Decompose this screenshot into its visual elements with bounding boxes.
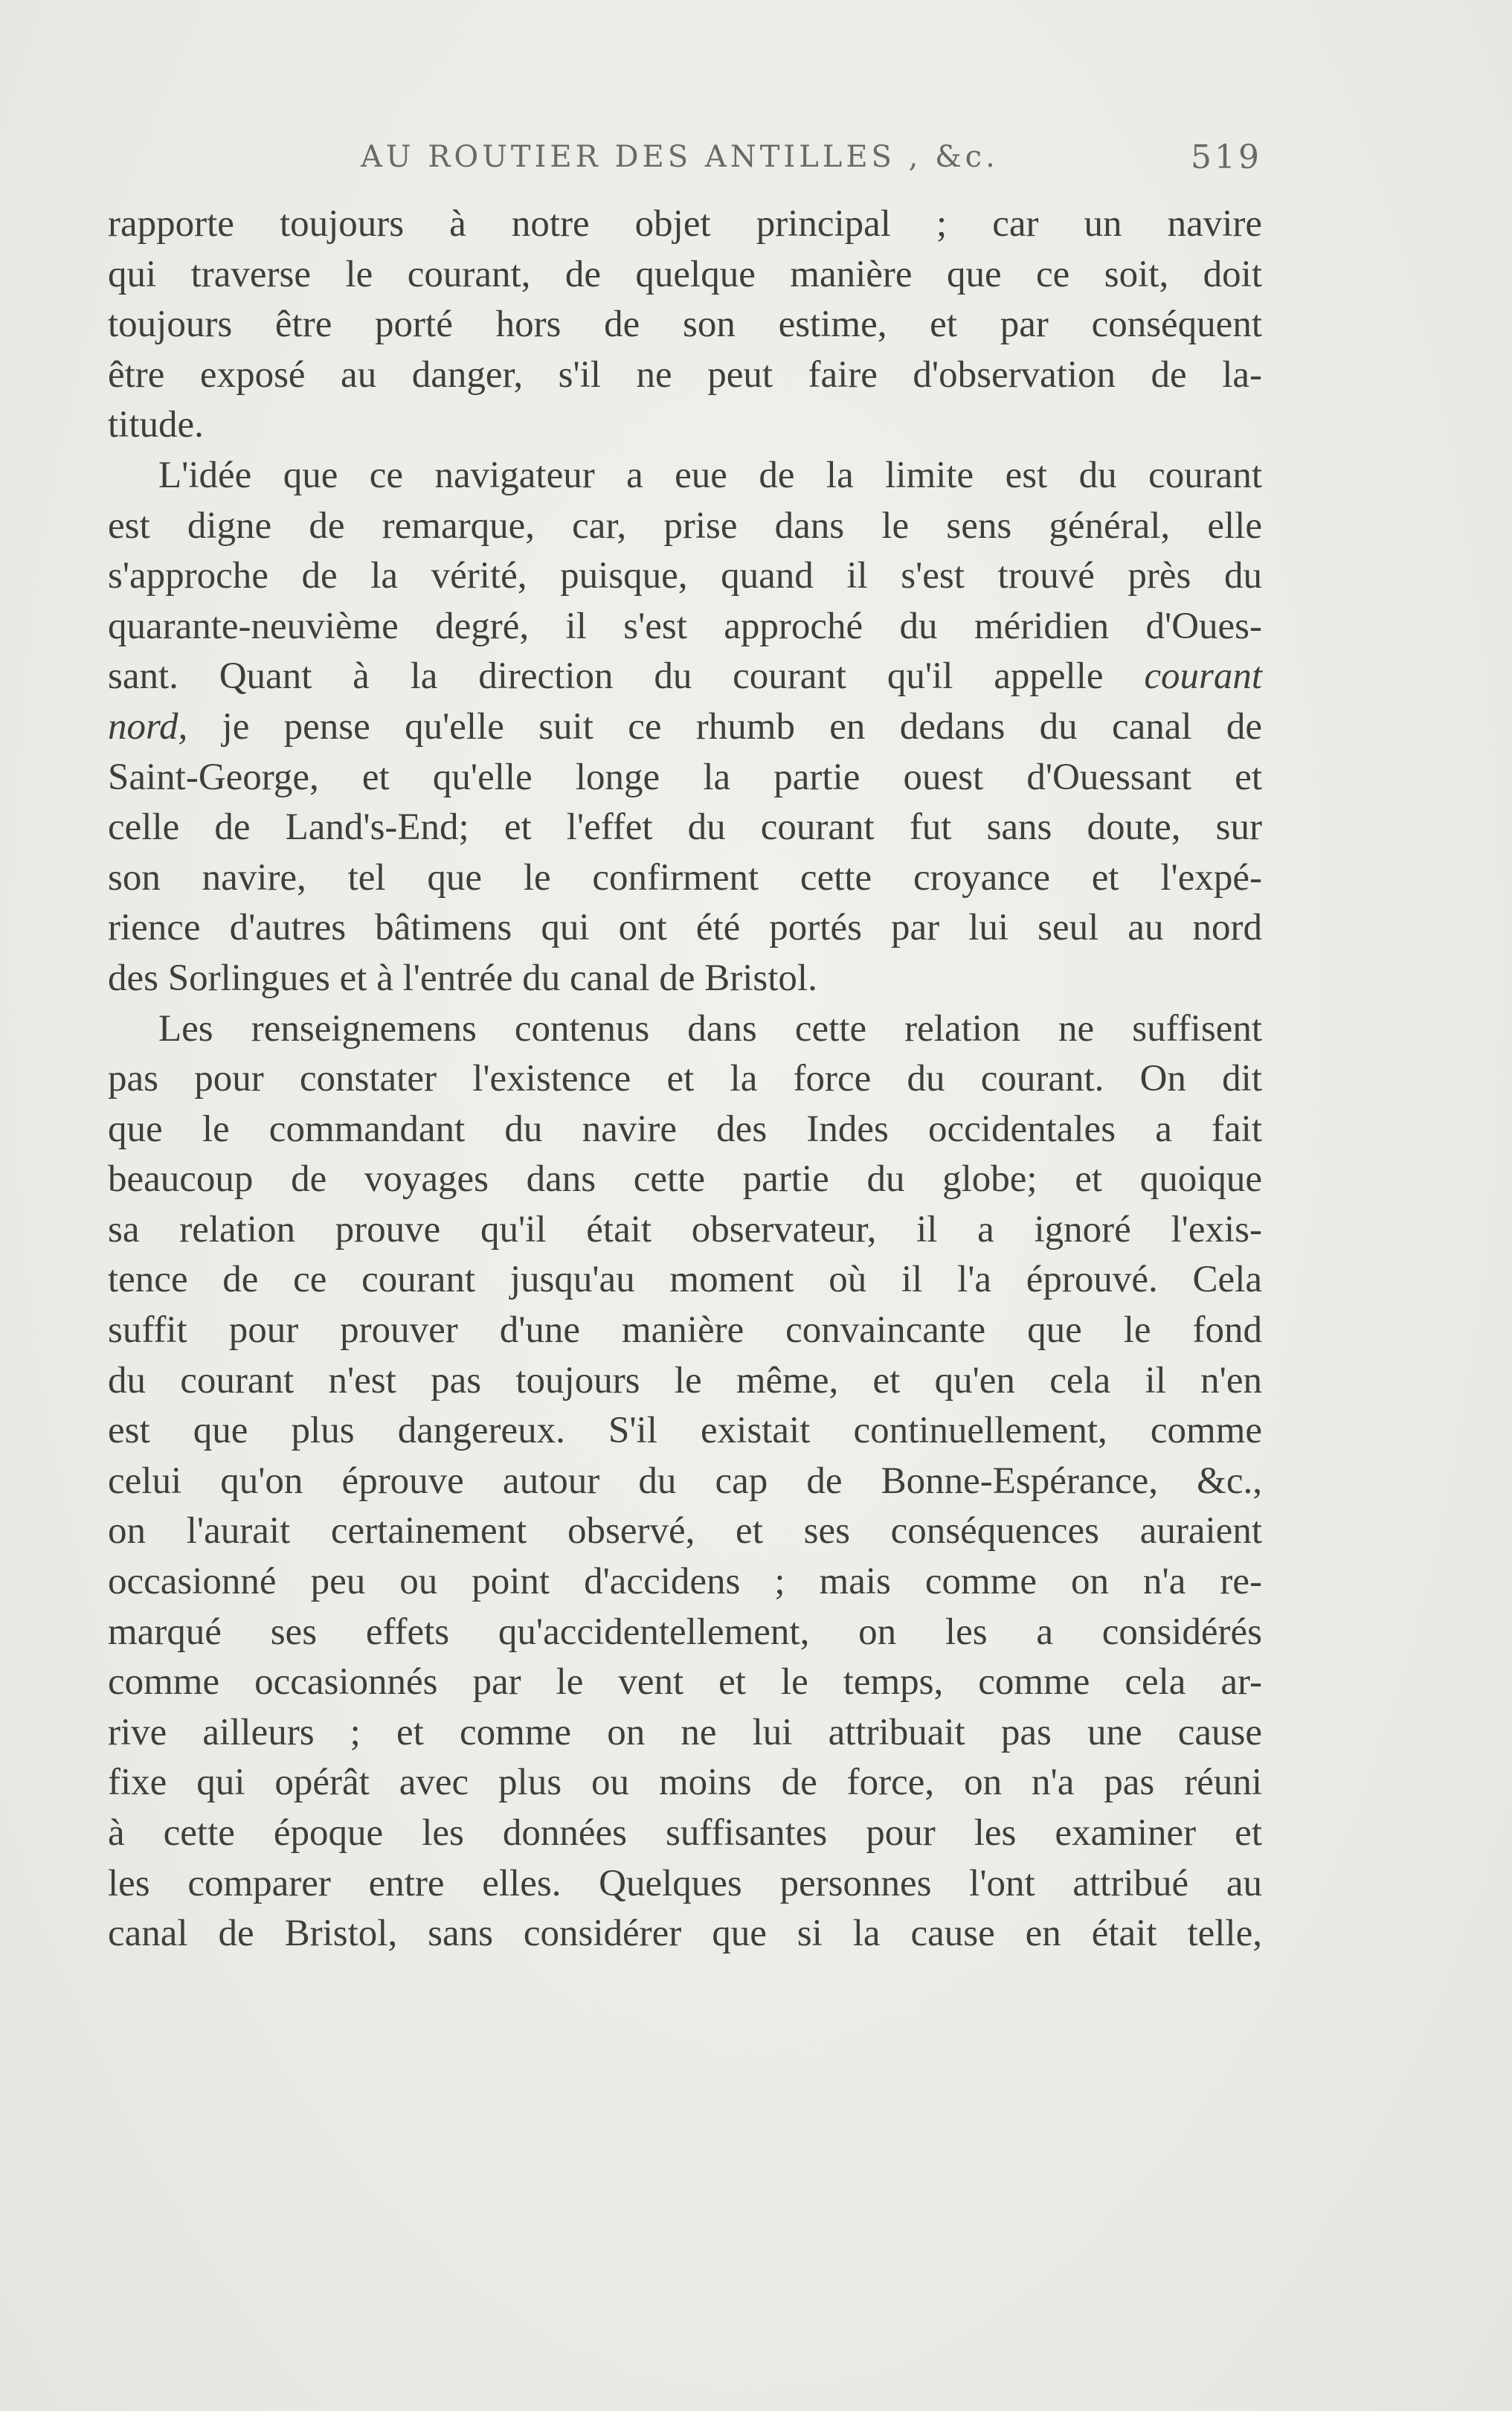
text-line: rapporte toujours à notre objet principal ; car un navire <box>108 203 1262 245</box>
text-line: être exposé au danger, s'il ne peut faire d'observation de la- <box>108 353 1262 396</box>
text-line: que le commandant du navire des Indes occidentales a fait <box>108 1108 1262 1150</box>
running-title: AU ROUTIER DES ANTILLES , &c. <box>361 140 999 174</box>
text-line: sa relation prouve qu'il était observateur, il a ignoré l'exis- <box>108 1208 1262 1251</box>
paragraph-2 <box>108 451 1262 1004</box>
text-run: sant. Quant à la direction du courant qu'il appelle <box>108 655 1145 698</box>
italic-term: nord, <box>108 705 188 748</box>
text-run: je pense qu'elle suit ce rhumb en dedans du canal de <box>187 705 1262 748</box>
body-text <box>108 199 1262 1959</box>
text-line: les comparer entre elles. Quelques personnes l'ont attribué au <box>108 1862 1262 1904</box>
text-line: occasionné peu ou point d'accidens ; mais comme on n'a re- <box>108 1561 1262 1603</box>
text-line: L'idée que ce navigateur a eue de la limite est du courant <box>158 454 1262 496</box>
text-line: celle de Land's-End; et l'effet du courant fut sans doute, sur <box>108 806 1262 849</box>
text-line <box>108 702 1262 753</box>
text-line: quarante-neuvième degré, il s'est approché du méridien d'Oues- <box>108 605 1262 647</box>
text-line: qui traverse le courant, de quelque manière que ce soit, doit <box>108 253 1262 295</box>
text-line: suffit pour prouver d'une manière convaincante que le fond <box>108 1309 1262 1352</box>
text-line: s'approche de la vérité, puisque, quand il s'est trouvé près du <box>108 555 1262 597</box>
text-line: celui qu'on éprouve autour du cap de Bonne-Espérance, &c., <box>108 1460 1262 1502</box>
text-line: à cette époque les données suffisantes pour les examiner et <box>108 1812 1262 1854</box>
text-line: des Sorlingues et à l'entrée du canal de Bristol. <box>108 957 817 999</box>
text-line: beaucoup de voyages dans cette partie du globe; et quoique <box>108 1158 1262 1201</box>
text-line: marqué ses effets qu'accidentellement, on les a considérés <box>108 1611 1262 1653</box>
text-line: est digne de remarque, car, prise dans le sens général, elle <box>108 504 1262 547</box>
text-line: rive ailleurs ; et comme on ne lui attribuait pas une cause <box>108 1711 1262 1753</box>
text-line: du courant n'est pas toujours le même, et qu'en cela il n'en <box>108 1359 1262 1402</box>
text-line: est que plus dangereux. S'il existait continuellement, comme <box>108 1410 1262 1452</box>
text-line: rience d'autres bâtimens qui ont été portés par lui seul au nord <box>108 907 1262 949</box>
text-line: son navire, tel que le confirment cette croyance et l'expé- <box>108 856 1262 899</box>
text-line: comme occasionnés par le vent et le temps, comme cela ar- <box>108 1661 1262 1704</box>
page-number: 519 <box>1191 138 1262 176</box>
text-line: fixe qui opérât avec plus ou moins de force, on n'a pas réuni <box>108 1762 1262 1804</box>
text-line: titude. <box>108 404 204 446</box>
text-line: pas pour constater l'existence et la force du courant. On dit <box>108 1058 1262 1100</box>
text-line: toujours être porté hors de son estime, et par conséquent <box>108 304 1262 346</box>
running-head <box>108 135 1262 187</box>
text-line: Les renseignemens contenus dans cette relation ne suffisent <box>158 1007 1262 1050</box>
text-line <box>108 652 1262 702</box>
text-line: on l'aurait certainement observé, et ses conséquences auraient <box>108 1510 1262 1553</box>
text-line: tence de ce courant jusqu'au moment où il l'a éprouvé. Cela <box>108 1259 1262 1301</box>
italic-term: courant <box>1144 655 1262 698</box>
text-line: canal de Bristol, sans considérer que si la cause en était telle, <box>108 1913 1262 1955</box>
paragraph-3 <box>108 1004 1262 1959</box>
text-line: Saint-George, et qu'elle longe la partie ouest d'Ouessant et <box>108 756 1262 798</box>
paragraph-1 <box>108 199 1262 451</box>
